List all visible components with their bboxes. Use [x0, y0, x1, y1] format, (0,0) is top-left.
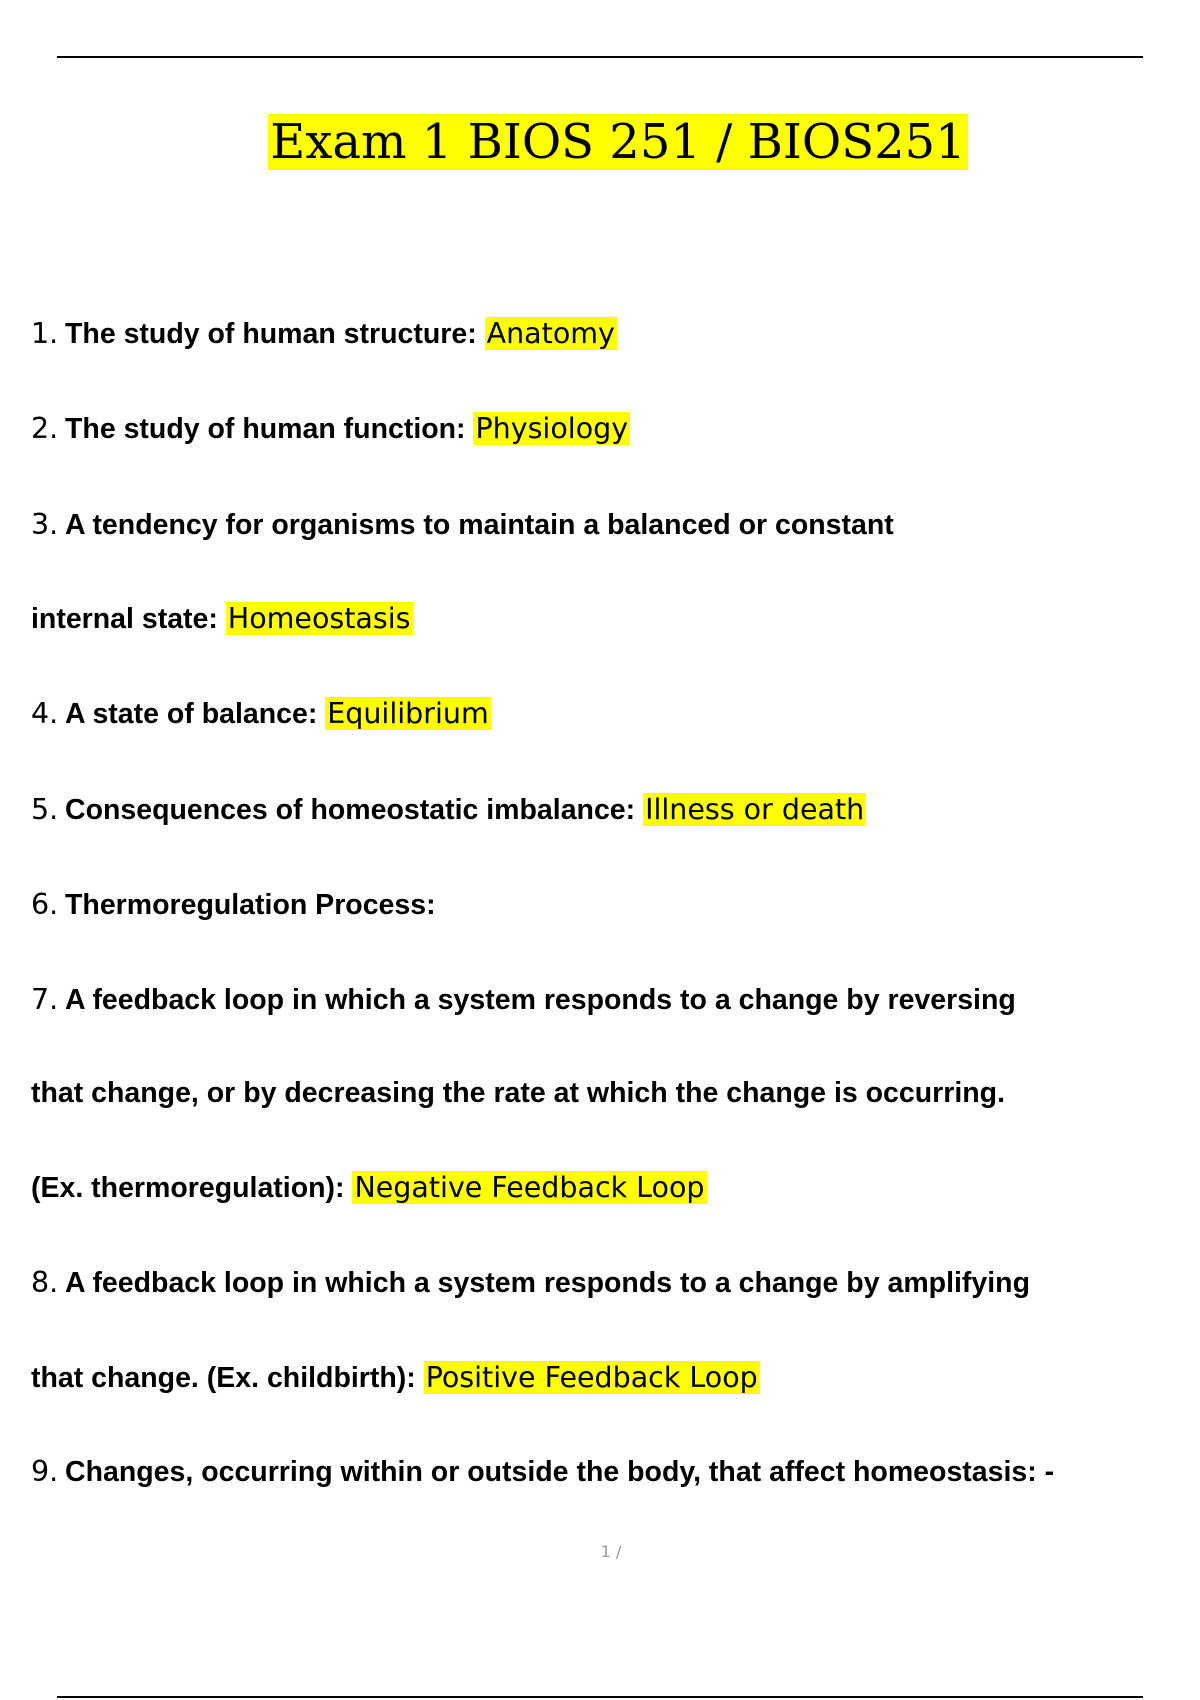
item-answer: Illness or death [645, 793, 865, 826]
item-answer: Negative Feedback Loop [354, 1171, 705, 1204]
item-7-continued-2 [31, 1168, 707, 1209]
item-3 [31, 505, 894, 546]
item-number: 4. [31, 697, 59, 730]
item-1 [31, 314, 617, 355]
item-6 [31, 885, 436, 926]
item-answer: Homeostasis [227, 602, 411, 635]
item-number: 3. [31, 508, 59, 541]
item-question-line-2: that change. (Ex. childbirth): [31, 1362, 424, 1394]
item-question: The study of human function: [65, 413, 474, 445]
document-title: Exam 1 BIOS 251 / BIOS251 [270, 114, 966, 170]
item-number: 1. [31, 317, 59, 350]
item-answer: Anatomy [486, 317, 615, 350]
item-2 [31, 409, 630, 450]
item-4 [31, 694, 491, 735]
item-answer: Positive Feedback Loop [425, 1361, 758, 1394]
item-5 [31, 790, 866, 831]
item-3-continued [31, 599, 413, 640]
item-question-line-1: A feedback loop in which a system responds to a change by reversing [65, 984, 1016, 1016]
item-number: 2. [31, 412, 59, 445]
item-number: 6. [31, 888, 59, 921]
item-question: Consequences of homeostatic imbalance: [65, 794, 644, 826]
page-marker: 1 / [600, 1542, 622, 1561]
item-number: 7. [31, 983, 59, 1016]
item-7-continued [31, 1073, 1005, 1114]
item-number: 9. [31, 1455, 59, 1488]
bottom-rule [57, 1696, 1143, 1698]
item-answer: Physiology [475, 412, 629, 445]
item-question-line-1: A feedback loop in which a system responds to a change by amplifying [65, 1267, 1030, 1299]
item-question-line-3: (Ex. thermoregulation): [31, 1172, 353, 1204]
item-7 [31, 980, 1016, 1021]
item-question: Changes, occurring within or outside the body, that affect homeostasis: - [65, 1456, 1055, 1488]
item-question-line-1: A tendency for organisms to maintain a balanced or constant [65, 509, 894, 541]
item-number: 8. [31, 1266, 59, 1299]
item-9 [31, 1452, 1054, 1493]
top-rule [57, 56, 1143, 58]
title-block [0, 108, 1200, 176]
item-8 [31, 1263, 1030, 1304]
item-question-line-2: that change, or by decreasing the rate at which the change is occurring. [31, 1077, 1005, 1109]
item-number: 5. [31, 793, 59, 826]
item-question: A state of balance: [65, 698, 326, 730]
item-question: The study of human structure: [65, 318, 485, 350]
item-question-line-2: internal state: [31, 603, 226, 635]
item-8-continued [31, 1358, 760, 1399]
item-answer: Equilibrium [327, 697, 489, 730]
item-question: Thermoregulation Process: [65, 889, 436, 921]
